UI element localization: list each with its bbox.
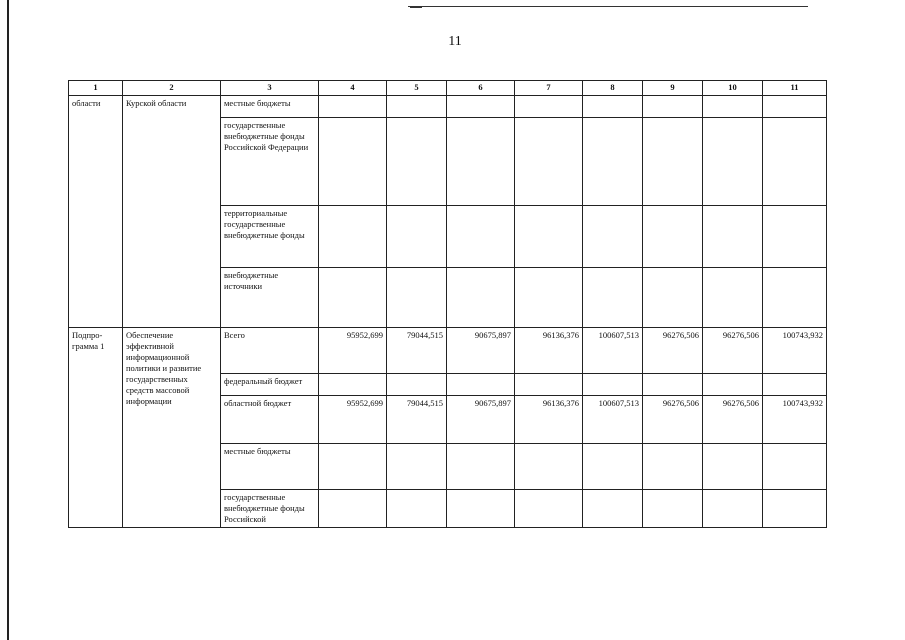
funding-source-cell: государственные внебюджетные фонды Российской <box>221 490 319 528</box>
table-row <box>69 328 827 374</box>
value-cell: 90675,897 <box>447 396 515 444</box>
value-cell <box>763 490 827 528</box>
program-name-cell: Курской области <box>123 96 221 328</box>
value-cell <box>447 96 515 118</box>
value-cell <box>387 444 447 490</box>
value-cell: 96136,376 <box>515 396 583 444</box>
funding-source-cell: местные бюджеты <box>221 444 319 490</box>
value-cell <box>643 444 703 490</box>
value-cell <box>703 444 763 490</box>
header-cell: 1 <box>69 81 123 96</box>
budget-table <box>68 80 827 528</box>
value-cell <box>387 374 447 396</box>
value-cell <box>319 96 387 118</box>
value-cell <box>515 374 583 396</box>
value-cell <box>319 268 387 328</box>
value-cell <box>319 206 387 268</box>
header-cell: 8 <box>583 81 643 96</box>
header-cell: 4 <box>319 81 387 96</box>
value-cell <box>447 444 515 490</box>
page-number: 11 <box>448 34 462 49</box>
value-cell <box>447 374 515 396</box>
funding-source-cell: федеральный бюджет <box>221 374 319 396</box>
value-cell: 90675,897 <box>447 328 515 374</box>
value-cell: 95952,699 <box>319 396 387 444</box>
value-cell: 100607,513 <box>583 328 643 374</box>
value-cell <box>583 118 643 206</box>
value-cell <box>387 490 447 528</box>
value-cell <box>643 374 703 396</box>
value-cell <box>643 96 703 118</box>
value-cell <box>703 206 763 268</box>
value-cell <box>763 374 827 396</box>
value-cell <box>763 96 827 118</box>
value-cell <box>319 444 387 490</box>
value-cell <box>319 374 387 396</box>
value-cell <box>387 206 447 268</box>
value-cell <box>583 374 643 396</box>
header-cell: 6 <box>447 81 515 96</box>
funding-source-cell: местные бюджеты <box>221 96 319 118</box>
table-row <box>69 96 827 118</box>
value-cell <box>643 268 703 328</box>
value-cell <box>319 490 387 528</box>
funding-source-cell: государственные внебюджетные фонды Российской Федерации <box>221 118 319 206</box>
value-cell: 100743,932 <box>763 328 827 374</box>
value-cell: 96136,376 <box>515 328 583 374</box>
value-cell <box>515 206 583 268</box>
value-cell: 79044,515 <box>387 328 447 374</box>
left-margin-rule <box>7 0 9 640</box>
value-cell <box>583 268 643 328</box>
top-rule <box>408 6 808 7</box>
value-cell <box>583 206 643 268</box>
value-cell <box>703 268 763 328</box>
header-cell: 11 <box>763 81 827 96</box>
value-cell: 96276,506 <box>643 328 703 374</box>
value-cell <box>643 118 703 206</box>
value-cell <box>703 374 763 396</box>
value-cell <box>763 118 827 206</box>
value-cell <box>643 490 703 528</box>
value-cell: 96276,506 <box>643 396 703 444</box>
program-name-cell: Обеспечение эффективной информационной политики и развитие государственных средств массовой информации <box>123 328 221 528</box>
value-cell <box>703 96 763 118</box>
value-cell <box>319 118 387 206</box>
value-cell <box>387 118 447 206</box>
value-cell: 95952,699 <box>319 328 387 374</box>
value-cell <box>515 118 583 206</box>
value-cell <box>763 444 827 490</box>
header-cell: 2 <box>123 81 221 96</box>
value-cell <box>643 206 703 268</box>
funding-source-cell: территориальные государственные внебюджетные фонды <box>221 206 319 268</box>
value-cell <box>387 268 447 328</box>
subprogram-cell: Подпро-грамма 1 <box>69 328 123 528</box>
value-cell <box>583 490 643 528</box>
value-cell <box>447 206 515 268</box>
value-cell: 100607,513 <box>583 396 643 444</box>
value-cell <box>515 490 583 528</box>
header-cell: 3 <box>221 81 319 96</box>
value-cell <box>447 268 515 328</box>
value-cell <box>763 206 827 268</box>
value-cell <box>515 96 583 118</box>
value-cell <box>583 96 643 118</box>
value-cell: 96276,506 <box>703 328 763 374</box>
value-cell <box>703 490 763 528</box>
value-cell <box>703 118 763 206</box>
region-cell: области <box>69 96 123 328</box>
funding-source-cell: Всего <box>221 328 319 374</box>
value-cell <box>387 96 447 118</box>
value-cell: 96276,506 <box>703 396 763 444</box>
header-cell: 10 <box>703 81 763 96</box>
value-cell <box>763 268 827 328</box>
value-cell <box>447 490 515 528</box>
value-cell <box>447 118 515 206</box>
value-cell <box>515 444 583 490</box>
header-row <box>69 81 827 96</box>
funding-source-cell: областной бюджет <box>221 396 319 444</box>
value-cell: 100743,932 <box>763 396 827 444</box>
funding-source-cell: внебюджетные источники <box>221 268 319 328</box>
header-cell: 5 <box>387 81 447 96</box>
header-cell: 7 <box>515 81 583 96</box>
value-cell <box>583 444 643 490</box>
value-cell <box>515 268 583 328</box>
value-cell: 79044,515 <box>387 396 447 444</box>
header-cell: 9 <box>643 81 703 96</box>
